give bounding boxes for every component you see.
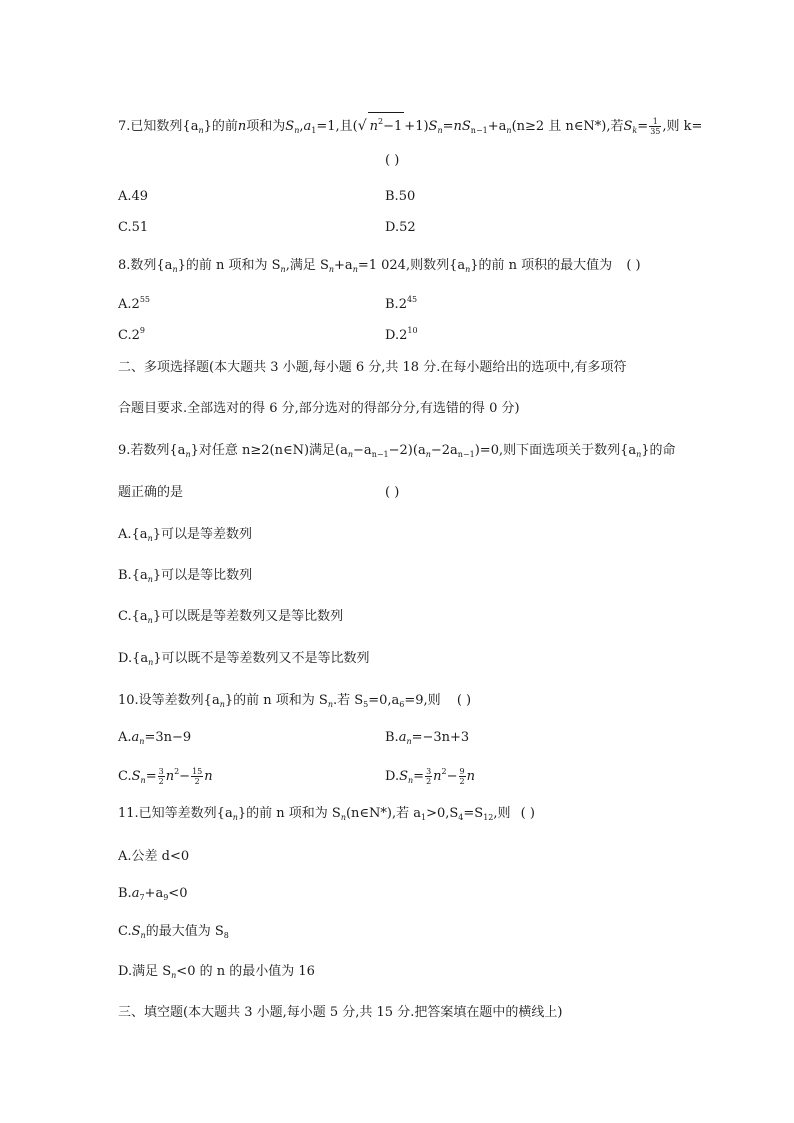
question-9-stem: 9.若数列$\{a_n\}$对任意 n≥2(n∈N)满足$(a_n-a_{n-1}-2)(a_n-2a_{n-1})=0$,则下面选项关于数列$\{a_n\}$的命 (118, 443, 676, 459)
q10-option-b[interactable]: $B.a_n=-3n+3$ (385, 730, 470, 746)
q7-option-c[interactable]: C.51 (118, 220, 149, 235)
q8-option-b[interactable]: $B.2^{45}$ (385, 295, 418, 312)
question-7-stem: 7.已知数列$\{a_n\}$的前n项和为$S_n,a_1=1$,且(√ $n^2-1 +1)S_n=nS_{n-1}+a_n(n\ge 2$ 且 n∈N*),若$S_k=$ $\frac{1}{35}$ ,则 k= (118, 112, 718, 140)
q9-option-c[interactable]: $C.\{a_n\}$可以既是等差数列又是等比数列 (118, 609, 344, 625)
section-3-heading: 三、填空题(本大题共 3 小题,每小题 5 分,共 15 分.把答案填在题中的横线上) (118, 1005, 563, 1020)
fraction-1-35: $\frac{1}{35}$ (650, 117, 661, 136)
q9-option-a[interactable]: $A.\{a_n\}$可以是等差数列 (118, 527, 252, 543)
q7-option-b[interactable]: B.50 (385, 189, 416, 204)
answer-paren-q7: ( ) (385, 153, 400, 168)
q10-option-a[interactable]: $A.a_n=3n-9$ (118, 730, 192, 746)
q8-option-a[interactable]: $A.2^{55}$ (118, 295, 150, 312)
q10-option-d[interactable]: $D.S_n=$ $\frac{3}{2}$ $n^2-$ $\frac{9}{2}$ n (385, 767, 475, 786)
q11-option-a[interactable]: A.公差 d<0 (118, 849, 190, 864)
q8-option-c[interactable]: $C.2^9$ (118, 326, 145, 343)
q10-option-c[interactable]: $C.S_n=$ $\frac{3}{2}$ $n^2-$ $\frac{15}{2}$ n (118, 767, 213, 786)
q7-option-a[interactable]: A.49 (118, 189, 149, 204)
q11-option-b[interactable]: $B.a_7+a_9<0$ (118, 886, 188, 902)
q11-option-c[interactable]: $C.S_n$的最大值为 $S_8$ (118, 924, 229, 940)
section-2-instructions: 合题目要求.全部选对的得 6 分,部分选对的得部分分,有选错的得 0 分) (118, 401, 520, 416)
answer-paren-q10: ( ) (456, 693, 472, 708)
section-2-heading: 二、多项选择题(本大题共 3 小题,每小题 6 分,共 18 分.在每小题给出的选项中,有多项符 (118, 360, 627, 375)
answer-paren-q11: ( ) (520, 806, 535, 821)
question-9-stem-cont: 题正确的是 (118, 485, 184, 500)
question-8-stem: 8.数列$\{a_n\}$的前 n 项和为 $S_n$,满足 $S_n+a_n=1$ 024,则数列$\{a_n\}$的前 n 项积的最大值为 ( ) (118, 258, 641, 274)
q9-option-d[interactable]: $D.\{a_n\}$可以既不是等差数列又不是等比数列 (118, 651, 370, 667)
q11-option-d[interactable]: D.满足 $S_n<0$ 的 n 的最小值为 16 (118, 964, 315, 980)
answer-paren-q9: ( ) (385, 485, 400, 500)
q9-option-b[interactable]: $B.\{a_n\}$可以是等比数列 (118, 568, 253, 584)
question-10-stem: 10.设等差数列$\{a_n\}$的前 n 项和为 $S_n$.若 $S_5=0,a_6=9$,则 ( ) (118, 693, 472, 709)
answer-paren-q8: ( ) (626, 258, 641, 273)
q7-option-d[interactable]: D.52 (385, 220, 416, 235)
q8-option-d[interactable]: $D.2^{10}$ (385, 326, 418, 343)
question-11-stem: 11.已知等差数列$\{a_n\}$的前 n 项和为 $S_n(n\in N*)$,若 $a_1>0,S_4=S_{12}$,则 ( ) (118, 806, 535, 822)
